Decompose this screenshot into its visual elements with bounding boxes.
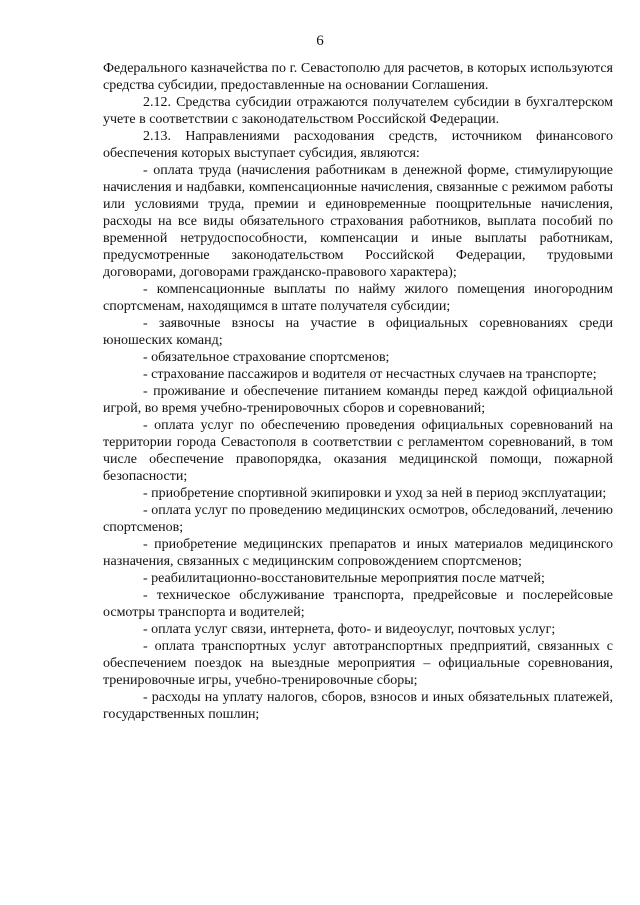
- list-item-taxes-fees: - расходы на уплату налогов, сборов, взносов и иных обязательных платежей, государственных пошлин;: [103, 690, 613, 722]
- list-item-rehabilitation: - реабилитационно-восстановительные мероприятия после матчей;: [143, 571, 545, 586]
- list-item-housing-compensation: - компенсационные выплаты по найму жилого помещения иногородним спортсменам, находящимся в штате получателя субсидии;: [103, 282, 613, 314]
- list-item-passenger-insurance: - страхование пассажиров и водителя от несчастных случаев на транспорте;: [143, 367, 597, 382]
- list-item-vehicle-maintenance: - техническое обслуживание транспорта, предрейсовые и послерейсовые осмотры транспорта и водителей;: [103, 588, 613, 620]
- paragraph-2-13: 2.13. Направлениями расходования средств, источником финансового обеспечения которых выступает субсидия, являются:: [103, 129, 613, 161]
- list-item-accommodation-meals: - проживание и обеспечение питанием команды перед каждой официальной игрой, во время учебно-тренировочных сборов и соревнований;: [103, 384, 613, 416]
- paragraph-continuation: Федерального казначейства по г. Севастополю для расчетов, в которых используются средства субсидии, предоставленные на основании Соглашения.: [103, 61, 613, 93]
- list-item-medical-exams: - оплата услуг по проведению медицинских осмотров, обследований, лечению спортсменов;: [103, 503, 613, 535]
- list-item-communication-services: - оплата услуг связи, интернета, фото- и видеоуслуг, почтовых услуг;: [143, 622, 556, 637]
- list-item-entry-fees: - заявочные взносы на участие в официальных соревнованиях среди юношеских команд;: [103, 316, 613, 348]
- document-body: [103, 60, 613, 723]
- list-item-medical-supplies: - приобретение медицинских препаратов и иных материалов медицинского назначения, связанных с медицинским сопровождением спортсменов;: [103, 537, 613, 569]
- list-item-transport-services: - оплата транспортных услуг автотранспортных предприятий, связанных с обеспечением поездок на выездные мероприятия – официальные соревнования, тренировочные игры, учебно-тренировочные сборы;: [103, 639, 613, 688]
- list-item-equipment: - приобретение спортивной экипировки и уход за ней в период эксплуатации;: [143, 486, 607, 501]
- list-item-labor-payment: - оплата труда (начисления работникам в денежной форме, стимулирующие начисления и надбавки, компенсационные начисления, связанные с режимом работы или условиями труда, премии и единовременные поощрительные начисления, расходы на все виды обязательного страхования работников, выплата пособий по временной нетрудоспособности, компенсации и иные выплаты работникам, предусмотренные законодательством Российской Федерации, трудовыми договорами, договорами гражданско-правового характера);: [103, 163, 613, 280]
- list-item-competition-services: - оплата услуг по обеспечению проведения официальных соревнований на территории города Севастополя в соответствии с регламентом соревнований, в том числе обеспечение правопорядка, оказания медицинской помощи, пожарной безопасности;: [103, 418, 613, 484]
- list-item-athlete-insurance: - обязательное страхование спортсменов;: [143, 350, 390, 365]
- page-number: 6: [316, 33, 324, 49]
- paragraph-2-12: 2.12. Средства субсидии отражаются получателем субсидии в бухгалтерском учете в соответствии с законодательством Российской Федерации.: [103, 95, 613, 127]
